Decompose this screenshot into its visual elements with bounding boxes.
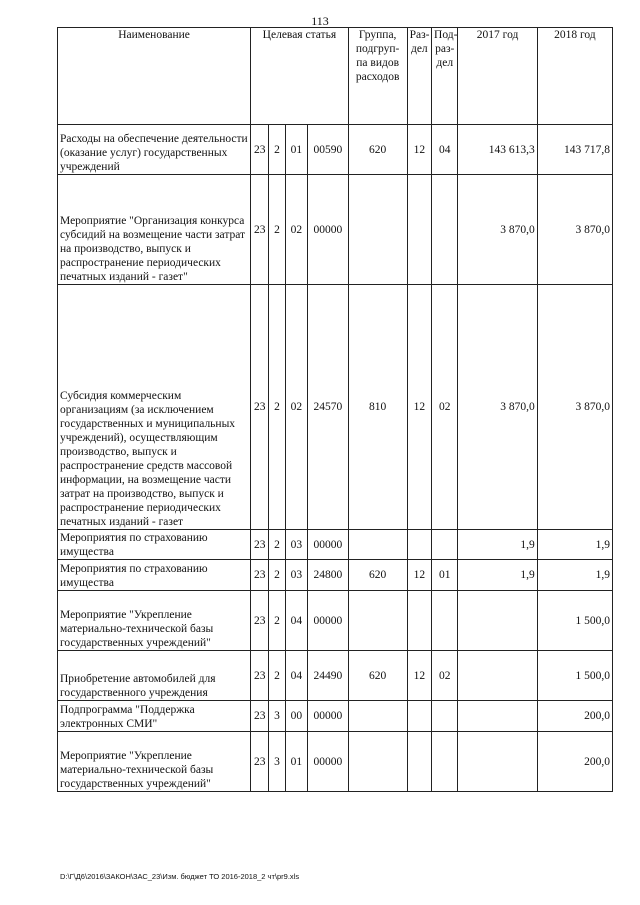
target-code-2: 2	[269, 591, 285, 651]
header-section: Раз-дел	[407, 28, 431, 125]
header-year-2017: 2017 год	[458, 28, 537, 125]
table-row	[58, 591, 613, 651]
row-name: Расходы на обеспечение деятельности (оказание услуг) государственных учреждений	[58, 125, 251, 175]
expense-group	[348, 701, 407, 732]
target-code-1: 23	[251, 285, 269, 530]
target-code-1: 23	[251, 175, 269, 285]
amount-2018: 1,9	[537, 560, 612, 591]
section: 12	[407, 651, 431, 701]
target-code-1: 23	[251, 591, 269, 651]
table-row	[58, 175, 613, 285]
target-code-1: 23	[251, 732, 269, 792]
target-code-1: 23	[251, 125, 269, 175]
header-row	[58, 28, 613, 125]
target-code-3: 03	[285, 560, 307, 591]
target-code-1: 23	[251, 530, 269, 560]
amount-2018: 3 870,0	[537, 175, 612, 285]
target-code-3: 01	[285, 732, 307, 792]
header-subsection: Под-раз-дел	[432, 28, 458, 125]
row-name: Мероприятия по страхованию имущества	[58, 560, 251, 591]
expense-group: 620	[348, 651, 407, 701]
page-number: 113	[311, 14, 329, 28]
amount-2017	[458, 591, 537, 651]
expense-group	[348, 175, 407, 285]
target-code-3: 00	[285, 701, 307, 732]
target-code-4: 00000	[308, 591, 349, 651]
amount-2018: 1 500,0	[537, 591, 612, 651]
amount-2018: 143 717,8	[537, 125, 612, 175]
target-code-2: 2	[269, 651, 285, 701]
table-row	[58, 701, 613, 732]
table-row	[58, 530, 613, 560]
table-row	[58, 125, 613, 175]
expense-group: 620	[348, 560, 407, 591]
target-code-4: 00000	[308, 732, 349, 792]
target-code-4: 00000	[308, 175, 349, 285]
row-name: Приобретение автомобилей для государственного учреждения	[58, 651, 251, 701]
section	[407, 530, 431, 560]
row-name: Мероприятие "Укрепление материально-технической базы государственных учреждений"	[58, 732, 251, 792]
amount-2017: 1,9	[458, 530, 537, 560]
amount-2018: 1,9	[537, 530, 612, 560]
target-code-1: 23	[251, 560, 269, 591]
section	[407, 591, 431, 651]
target-code-4: 00000	[308, 530, 349, 560]
amount-2017: 143 613,3	[458, 125, 537, 175]
expense-group: 810	[348, 285, 407, 530]
footer-file-path: D:\Г\Д6\2016\ЗАКОН\ЗАС_23\Изм. бюджет ТО 2016-2018_2 чт\pr9.xls	[60, 872, 300, 881]
table-row	[58, 560, 613, 591]
budget-table	[57, 27, 613, 792]
amount-2018: 200,0	[537, 732, 612, 792]
target-code-2: 2	[269, 530, 285, 560]
target-code-4: 24800	[308, 560, 349, 591]
target-code-2: 2	[269, 285, 285, 530]
subsection	[432, 530, 458, 560]
target-code-4: 00000	[308, 701, 349, 732]
header-year-2018: 2018 год	[537, 28, 612, 125]
subsection: 02	[432, 285, 458, 530]
subsection: 02	[432, 651, 458, 701]
amount-2017: 1,9	[458, 560, 537, 591]
expense-group	[348, 530, 407, 560]
amount-2017: 3 870,0	[458, 175, 537, 285]
target-code-1: 23	[251, 651, 269, 701]
section: 12	[407, 285, 431, 530]
expense-group	[348, 732, 407, 792]
section: 12	[407, 560, 431, 591]
table-row	[58, 651, 613, 701]
row-name: Субсидия коммерческим организациям (за исключением государственных и муниципальных учреждений), осуществляющим производство, выпуск и распространение средств массовой информации, на возмещение части затрат на производство, выпуск и распространение периодических печатных изданий - газет	[58, 285, 251, 530]
target-code-2: 3	[269, 701, 285, 732]
section	[407, 175, 431, 285]
amount-2018: 200,0	[537, 701, 612, 732]
target-code-3: 02	[285, 285, 307, 530]
expense-group	[348, 591, 407, 651]
expense-group: 620	[348, 125, 407, 175]
target-code-2: 3	[269, 732, 285, 792]
target-code-3: 04	[285, 591, 307, 651]
amount-2017: 3 870,0	[458, 285, 537, 530]
target-code-4: 00590	[308, 125, 349, 175]
amount-2018: 3 870,0	[537, 285, 612, 530]
subsection	[432, 175, 458, 285]
amount-2017	[458, 732, 537, 792]
subsection: 01	[432, 560, 458, 591]
row-name: Мероприятия по страхованию имущества	[58, 530, 251, 560]
amount-2018: 1 500,0	[537, 651, 612, 701]
target-code-2: 2	[269, 175, 285, 285]
subsection	[432, 732, 458, 792]
subsection: 04	[432, 125, 458, 175]
target-code-3: 03	[285, 530, 307, 560]
header-expense-group: Группа, подгруп-па видов расходов	[348, 28, 407, 125]
target-code-3: 02	[285, 175, 307, 285]
subsection	[432, 701, 458, 732]
target-code-2: 2	[269, 125, 285, 175]
target-code-3: 01	[285, 125, 307, 175]
header-name: Наименование	[58, 28, 251, 125]
target-code-4: 24490	[308, 651, 349, 701]
amount-2017	[458, 701, 537, 732]
target-code-2: 2	[269, 560, 285, 591]
row-name: Подпрограмма "Поддержка электронных СМИ"	[58, 701, 251, 732]
section: 12	[407, 125, 431, 175]
subsection	[432, 591, 458, 651]
amount-2017	[458, 651, 537, 701]
row-name: Мероприятие "Организация конкурса субсидий на возмещение части затрат на производство, выпуск и распространение периодических печатных изданий - газет"	[58, 175, 251, 285]
section	[407, 701, 431, 732]
target-code-4: 24570	[308, 285, 349, 530]
table-row	[58, 285, 613, 530]
row-name: Мероприятие "Укрепление материально-технической базы государственных учреждений"	[58, 591, 251, 651]
target-code-3: 04	[285, 651, 307, 701]
target-code-1: 23	[251, 701, 269, 732]
header-target-article: Целевая статья	[251, 28, 349, 125]
section	[407, 732, 431, 792]
table-body	[58, 125, 613, 792]
table-row	[58, 732, 613, 792]
